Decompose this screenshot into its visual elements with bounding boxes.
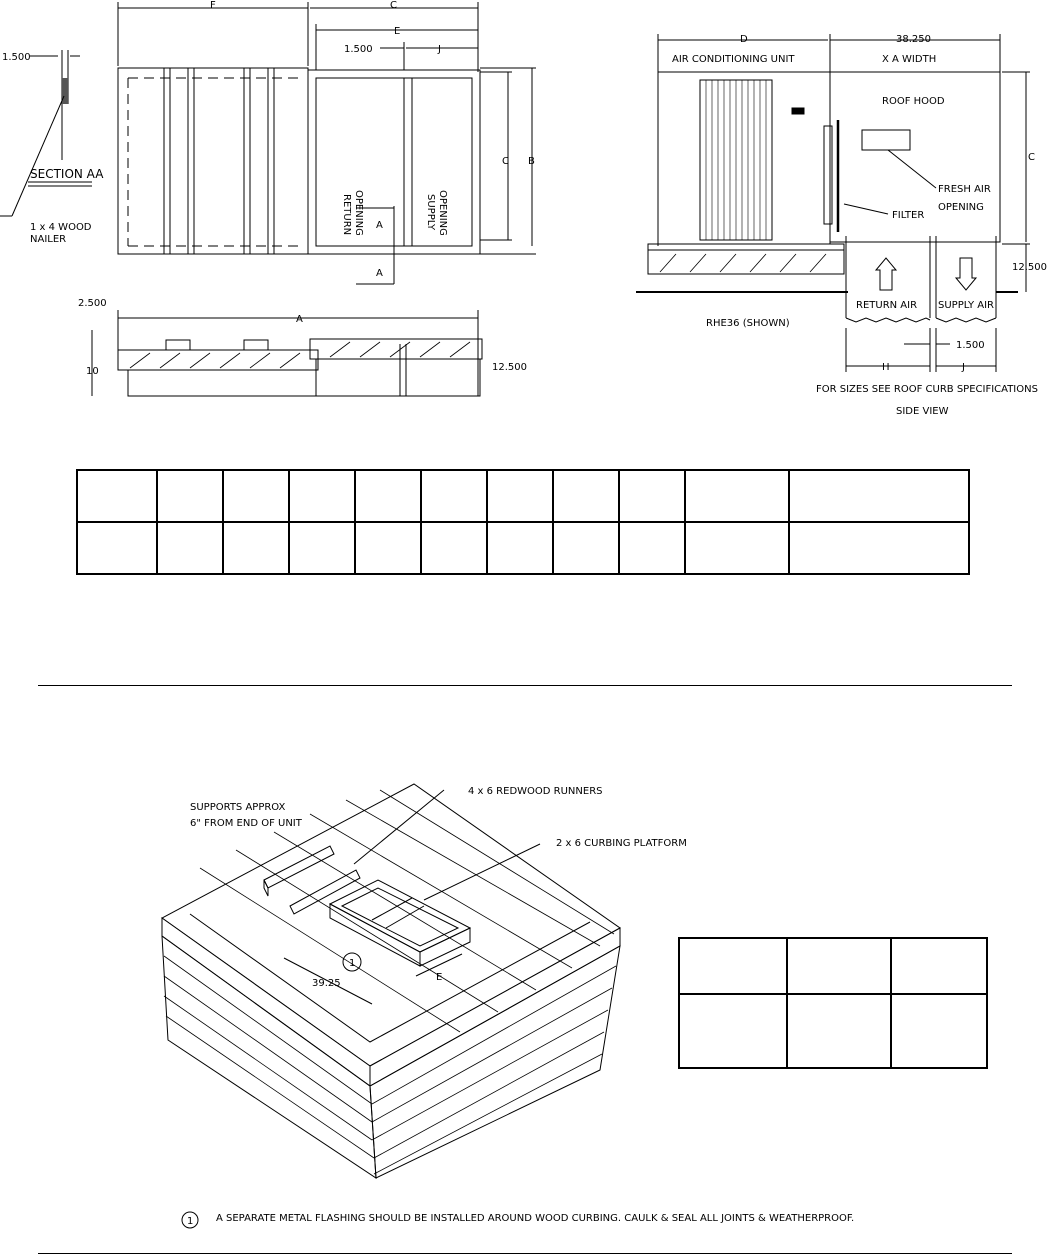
dim-1500-section: 1.500 <box>2 52 31 63</box>
table-cell <box>679 938 787 994</box>
supply-air: SUPPLY AIR <box>938 300 994 311</box>
table-cell <box>289 470 355 522</box>
table-cell <box>685 522 789 574</box>
supply-opening-1: SUPPLY <box>425 194 436 231</box>
dim-1500-top: 1.500 <box>344 44 373 55</box>
table-cell <box>223 522 289 574</box>
dim-b: B <box>528 156 535 167</box>
footnote-number: 1 <box>187 1216 194 1227</box>
dim-12500-front: 12.500 <box>492 362 527 373</box>
spec-table-top <box>76 469 970 575</box>
dim-e-iso: E <box>436 972 443 983</box>
supports-note-1: SUPPORTS APPROX <box>190 802 286 813</box>
fresh-air-2: OPENING <box>938 202 984 213</box>
dim-2500: 2.500 <box>78 298 107 309</box>
return-opening-2: OPENING <box>353 190 364 236</box>
table-row <box>77 470 969 522</box>
table-cell <box>553 522 619 574</box>
dim-12500-side: 12.500 <box>1012 262 1047 273</box>
roof-hood: ROOF HOOD <box>882 96 945 107</box>
table-cell <box>553 470 619 522</box>
footnote-text: A SEPARATE METAL FLASHING SHOULD BE INSTALLED AROUND WOOD CURBING. CAULK & SEAL ALL JOINTS & WEATHERPROOF. <box>216 1213 855 1224</box>
dim-c-top: C <box>390 0 397 11</box>
spec-table-bottom <box>678 937 988 1069</box>
callout-number: 1 <box>349 958 356 969</box>
table-cell <box>421 522 487 574</box>
supply-opening-2: OPENING <box>437 190 448 236</box>
table-cell <box>789 470 969 522</box>
table-cell <box>421 470 487 522</box>
return-opening-1: RETURN <box>341 194 352 236</box>
filter-label: FILTER <box>892 210 925 221</box>
table-cell <box>355 470 421 522</box>
table-cell <box>289 522 355 574</box>
dim-a: A <box>296 314 303 325</box>
sizes-note: FOR SIZES SEE ROOF CURB SPECIFICATIONS <box>816 384 1038 395</box>
model-shown: RHE36 (SHOWN) <box>706 318 790 329</box>
table-cell <box>891 994 987 1068</box>
table-row <box>679 938 987 994</box>
dim-1500-side: 1.500 <box>956 340 985 351</box>
dim-f: F <box>210 0 216 11</box>
table-cell <box>679 994 787 1068</box>
divider-rule-bottom <box>38 1253 1012 1254</box>
table-row <box>679 994 987 1068</box>
dim-h: H <box>882 362 890 373</box>
footnote-callout-icon <box>180 1210 200 1230</box>
section-marker-a2: A <box>376 268 383 279</box>
table-row <box>77 522 969 574</box>
dim-j-top: J <box>438 44 441 55</box>
table-cell <box>157 522 223 574</box>
nailer-label-2: NAILER <box>30 234 67 245</box>
section-marker-a1: A <box>376 220 383 231</box>
supports-note-2: 6" FROM END OF UNIT <box>190 818 302 829</box>
table-cell <box>487 470 553 522</box>
table-cell <box>787 994 891 1068</box>
side-view-caption: SIDE VIEW <box>896 406 949 417</box>
table-cell <box>891 938 987 994</box>
dim-e: E <box>394 26 401 37</box>
table-cell <box>787 938 891 994</box>
return-air: RETURN AIR <box>856 300 918 311</box>
dim-3925: 39.25 <box>312 978 341 989</box>
table-cell <box>223 470 289 522</box>
table-cell <box>619 522 685 574</box>
table-cell <box>157 470 223 522</box>
table-cell <box>355 522 421 574</box>
table-cell <box>619 470 685 522</box>
nailer-label-1: 1 x 4 WOOD <box>30 222 92 233</box>
runners-label: 4 x 6 REDWOOD RUNNERS <box>468 786 603 797</box>
fresh-air-1: FRESH AIR <box>938 184 991 195</box>
dim-j-side: J <box>962 362 965 373</box>
section-aa-title: SECTION AA <box>30 167 104 181</box>
table-cell <box>77 470 157 522</box>
table-cell <box>789 522 969 574</box>
table-cell <box>685 470 789 522</box>
platform-label: 2 x 6 CURBING PLATFORM <box>556 838 687 849</box>
technical-drawing-top <box>0 0 1048 430</box>
dim-d: D <box>740 34 748 45</box>
dim-10: 10 <box>86 366 99 377</box>
label-width: X A WIDTH <box>882 54 937 65</box>
footnote <box>180 1210 940 1230</box>
label-ac-unit: AIR CONDITIONING UNIT <box>672 54 795 65</box>
divider-rule-top <box>38 685 1012 686</box>
dim-c-side: C <box>1028 152 1035 163</box>
table-cell <box>487 522 553 574</box>
dim-c-right: C <box>502 156 509 167</box>
table-cell <box>77 522 157 574</box>
dim-38250: 38.250 <box>896 34 931 45</box>
